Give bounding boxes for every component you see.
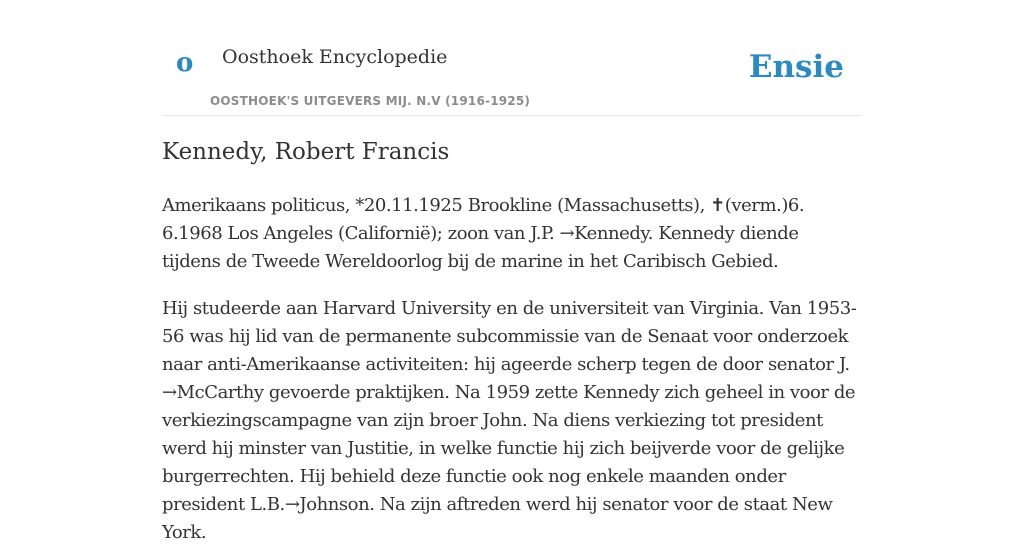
brand-logo[interactable]: Ensie (748, 49, 844, 85)
article-paragraph: Amerikaans politicus, *20.11.1925 Brookline (Massachusetts), ✝(verm.)6. 6.1968 Los Angeles (Californië); zoon van J.P. →Kennedy. Kennedy diende tijdens de Tweede Wereldoorlog bij de marine in het Caribisch Gebied. (162, 194, 805, 272)
site-title[interactable]: Oosthoek Encyclopedie (222, 46, 448, 68)
site-logo[interactable]: o (176, 48, 194, 78)
site-subtitle: OOSTHOEK'S UITGEVERS MIJ. N.V (1916-1925) (210, 94, 531, 108)
article (162, 138, 862, 547)
article-paragraph: Hij studeerde aan Harvard University en de universiteit van Virginia. Van 1953-56 was hij lid van de permanente subcommissie van de Senaat voor onderzoek naar anti-Amerikaanse activiteiten: hij ageerde scherp tegen de door senator J. →McCarthy gevoerde praktijken. Na 1959 zette Kennedy zich geheel in voor de verkiezingscampagne van zijn broer John. Na diens verkiezing tot president werd hij minster van Justitie, in welke functie hij zich beijverde voor de gelijke burgerrechten. Hij behield deze functie ook nog enkele maanden onder president L.B.→Johnson. Na zijn aftreden werd hij senator voor de staat New York. (162, 297, 857, 543)
article-title: Kennedy, Robert Francis (162, 139, 450, 165)
site-header (162, 0, 862, 116)
